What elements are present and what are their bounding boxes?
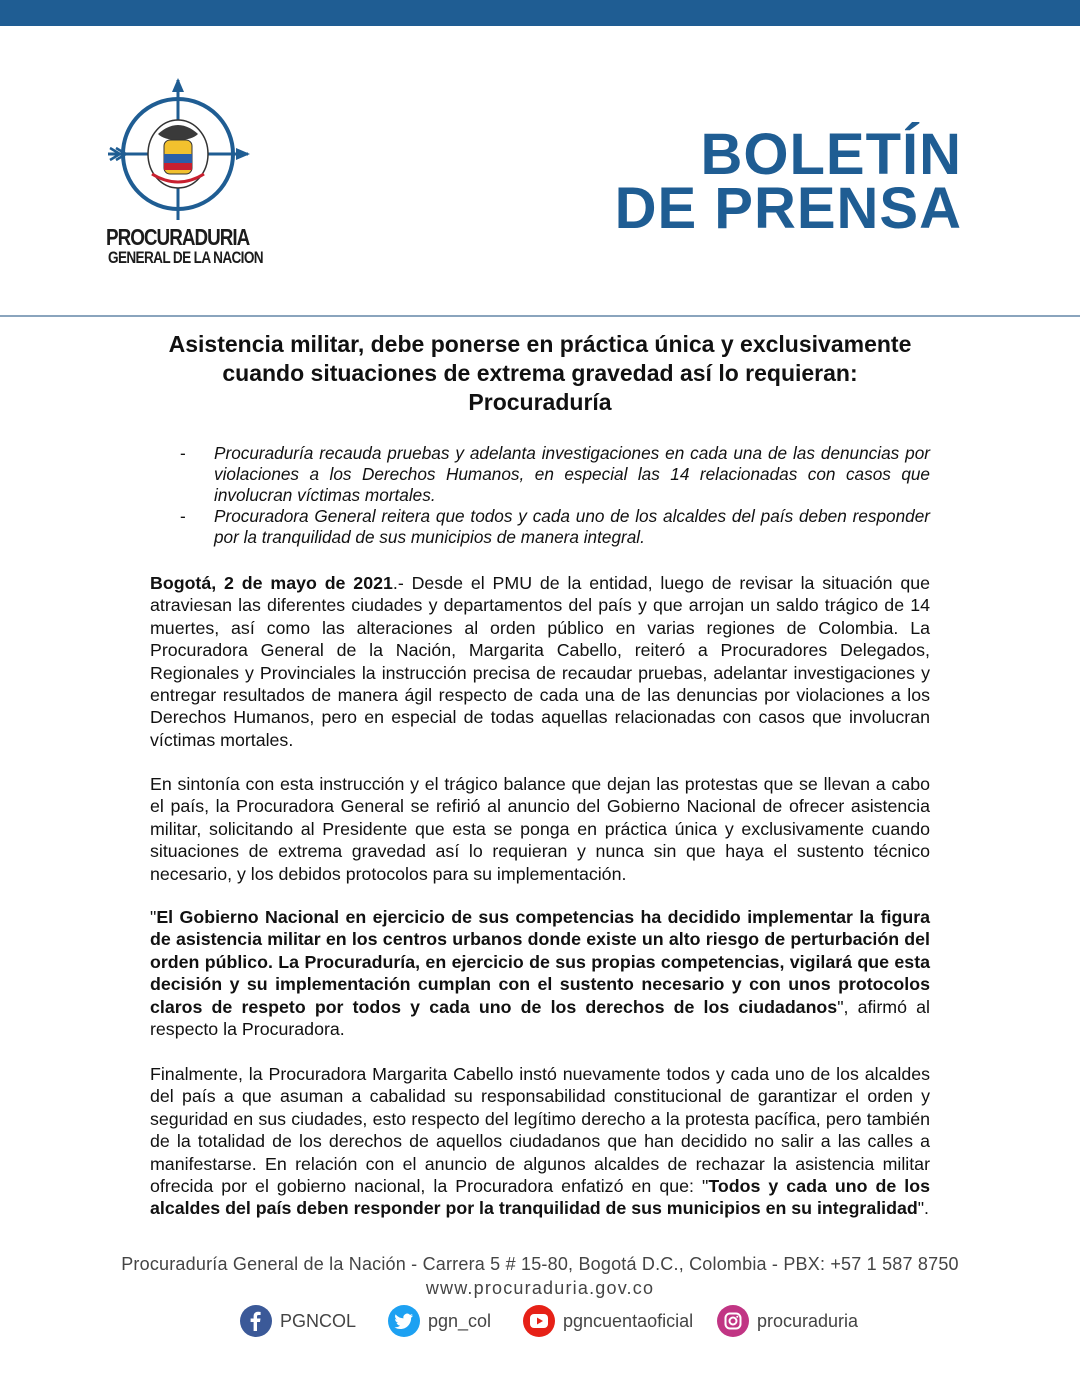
social-instagram[interactable]: [717, 1304, 858, 1338]
twitter-icon: [388, 1305, 420, 1337]
social-twitter[interactable]: [388, 1304, 491, 1338]
twitter-handle: pgn_col: [428, 1310, 492, 1331]
instagram-icon: [717, 1305, 749, 1337]
bullet-text: Procuradora General reitera que todos y cada uno de los alcaldes del país deben responder por la tranquilidad de sus municipios de manera integral.: [214, 506, 930, 547]
paragraph-4: Finalmente, la Procuradora Margarita Cabello instó nuevamente todos y cada uno de los alcaldes del país a que asuman a cabalidad su responsabilidad constitucional de garantizar el orden y seguridad en sus ciudades, esto respecto del legítimo derecho a la protesta pacífica, pero también de la totalidad de los derechos de aquellos ciudadanos que han decidido no salir a las calles a manifestarse. En relación con el anuncio de algunos alcaldes de rechazar la asistencia militar ofrecida por el gobierno nacional, la Procuradora enfatizó en que: "Todos y cada uno de los alcaldes del país deben responder por la tranquilidad de sus municipios en su integralidad".: [150, 1064, 930, 1219]
header-divider: [0, 315, 1080, 317]
social-youtube[interactable]: [523, 1304, 693, 1338]
banner-line-1: BOLETÍN: [700, 122, 962, 187]
procuraduria-logo: [100, 78, 263, 273]
bullet-item: - Procuradora General reitera que todos y cada uno de los alcaldes del país deben responder por la tranquilidad de sus municipios de manera integral.: [180, 506, 930, 547]
banner-line-2: DE PRENSA: [614, 176, 962, 241]
bullet-text: Procuraduría recauda pruebas y adelanta investigaciones en cada una de las denuncias por violaciones a los Derechos Humanos, en especial las 14 relacionadas con casos que involucran víctimas mortales.: [214, 443, 930, 505]
compass-crest-icon: [106, 78, 256, 223]
youtube-icon: [523, 1305, 555, 1337]
press-release-banner: [614, 122, 962, 241]
quote-bold: Todos y cada uno de los alcaldes del país deben responder por la tranquilidad de sus municipios en su integralidad: [150, 1176, 930, 1219]
youtube-handle: pgncuentaoficial: [563, 1310, 694, 1331]
facebook-handle: PGNCOL: [280, 1310, 357, 1331]
quote-bold: El Gobierno Nacional en ejercicio de sus competencias ha decidido implementar la figura de asistencia militar en los centros urbanos donde existe un alto riesgo de perturbación del orden público. La Procuraduría, en ejercicio de sus propias competencias, vigilará que esta decisión y su implementación cumplan con el sustento necesario y con unos protocolos claros de respeto por todos y cada uno de los derechos de los ciudadanos: [150, 907, 930, 1017]
summary-bullets: [180, 443, 930, 548]
paragraph-1: Bogotá, 2 de mayo de 2021.- Desde el PMU de la entidad, luego de revisar la situación que atraviesan las diferentes ciudades y departamentos del país y que arrojan un saldo trágico de 14 muertes, así como las alteraciones al orden público en varias regiones de Colombia. La Procuradora General de la Nación, Margarita Cabello, reiteró a Procuradores Delegados, Regionales y Provinciales la instrucción precisa de recaudar pruebas, adelantar investigaciones y entregar resultados de manera ágil respecto de cada una de las denuncias por violaciones a los Derechos Humanos, pero en especial de todas aquellas relacionadas con casos que involucran víctimas mortales.: [150, 573, 930, 750]
dateline: Bogotá, 2 de mayo de 2021: [150, 573, 393, 593]
footer-address: Procuraduría General de la Nación - Carrera 5 # 15-80, Bogotá D.C., Colombia - PBX: +57 1 587 8750: [121, 1254, 959, 1274]
logo-subtitle: GENERAL DE LA NACION: [108, 248, 263, 267]
social-facebook[interactable]: [240, 1304, 356, 1338]
paragraph-3: "El Gobierno Nacional en ejercicio de sus competencias ha decidido implementar la figura de asistencia militar en los centros urbanos donde existe un alto riesgo de perturbación del orden público. La Procuraduría, en ejercicio de sus propias competencias, vigilará que esta decisión y su implementación cumplan con el sustento necesario y con unos protocolos claros de respeto por todos y cada uno de los derechos de los ciudadanos", afirmó al respecto la Procuradora.: [150, 907, 930, 1040]
footer-website-link[interactable]: www.procuraduria.gov.co: [425, 1278, 655, 1298]
bullet-item: - Procuraduría recauda pruebas y adelanta investigaciones en cada una de las denuncias por violaciones a los Derechos Humanos, en especial las 14 relacionadas con casos que involucran víctimas mortales.: [180, 443, 930, 505]
top-banner-bar: [0, 0, 1080, 26]
headline: Asistencia militar, debe ponerse en práctica única y exclusivamente cuando situaciones de extrema gravedad así lo requieran: Procuraduría: [168, 331, 912, 415]
paragraph-2: En sintonía con esta instrucción y el trágico balance que dejan las protestas que se llevan a cabo el país, la Procuradora General se refirió al anuncio del Gobierno Nacional de ofrecer asistencia militar, solicitando al Presidente que esta se ponga en práctica única y exclusivamente cuando situaciones de extrema gravedad así lo requieran y nunca sin que haya el sustento técnico necesario, y los debidos protocolos para su implementación.: [150, 774, 930, 884]
logo-title: PROCURADURIA: [106, 224, 250, 250]
facebook-icon: [240, 1305, 272, 1337]
instagram-handle: procuraduria: [757, 1310, 859, 1331]
